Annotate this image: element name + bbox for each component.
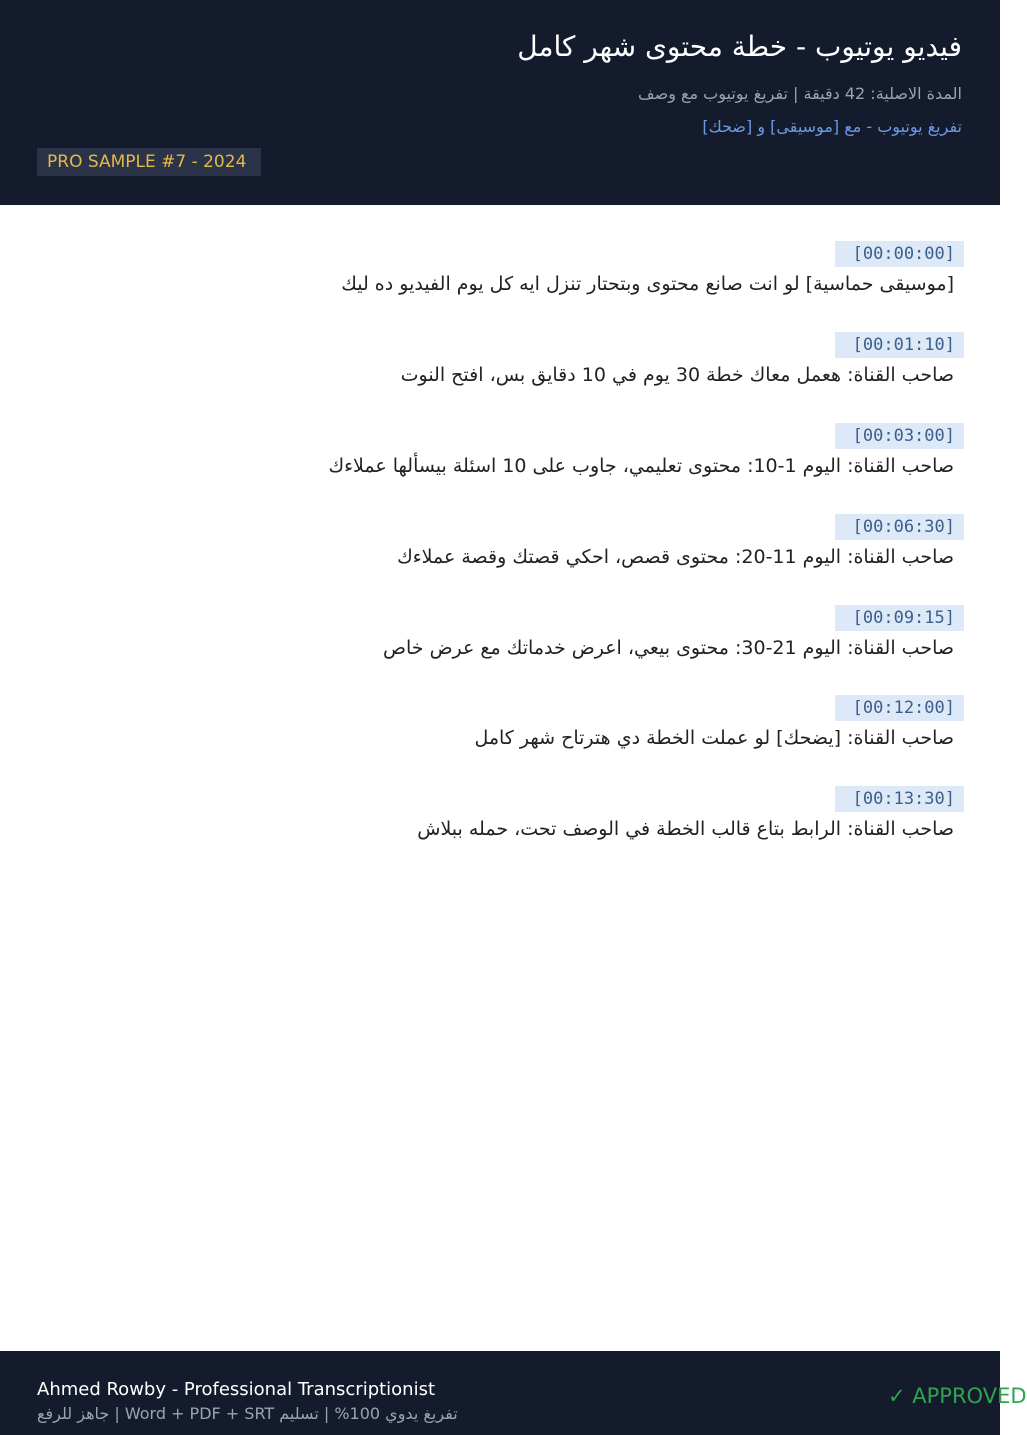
timestamp: [00:13:30] xyxy=(835,786,964,812)
document-format-note: تفريغ يوتيوب - مع [موسيقى] و [ضحك] xyxy=(702,117,962,136)
transcript-line: صاحب القناة: الرابط بتاع قالب الخطة في الوصف تحت، حمله ببلاش xyxy=(417,818,954,840)
timestamp: [00:09:15] xyxy=(835,605,964,631)
timestamp: [00:00:00] xyxy=(835,241,964,267)
document-footer xyxy=(0,1351,1027,1435)
transcript-entry xyxy=(64,241,964,321)
author-name: Ahmed Rowby - Professional Transcriptionist xyxy=(37,1379,436,1400)
transcript-entry xyxy=(64,423,964,503)
transcript-entry xyxy=(64,332,964,412)
timestamp: [00:12:00] xyxy=(835,695,964,721)
timestamp: [00:06:30] xyxy=(835,514,964,540)
sample-badge: PRO SAMPLE #7 - 2024 xyxy=(37,148,261,176)
transcript-line: صاحب القناة: اليوم 1-10: محتوى تعليمي، جاوب على 10 اسئلة بيسألها عملاءك xyxy=(328,455,954,477)
transcript-line: صاحب القناة: اليوم 21-30: محتوى بيعي، اعرض خدماتك مع عرض خاص xyxy=(383,637,954,659)
transcript-body xyxy=(0,205,1000,1351)
transcript-line: [موسيقى حماسية] لو انت صانع محتوى وبتحتار تنزل ايه كل يوم الفيديو ده ليك xyxy=(341,273,954,295)
transcript-line: صاحب القناة: [يضحك] لو عملت الخطة دي هترتاح شهر كامل xyxy=(474,727,954,749)
transcript-entry xyxy=(64,605,964,685)
transcript-line: صاحب القناة: هعمل معاك خطة 30 يوم في 10 دقايق بس، افتح النوت xyxy=(400,364,954,386)
transcript-entry xyxy=(64,786,964,866)
transcript-line: صاحب القناة: اليوم 11-20: محتوى قصص، احكي قصتك وقصة عملاءك xyxy=(397,546,954,568)
delivery-note: تفريغ يدوي 100% | تسليم Word + PDF + SRT | جاهز للرفع xyxy=(37,1404,458,1423)
transcript-entry xyxy=(64,514,964,594)
document-meta: المدة الاصلية: 42 دقيقة | تفريغ يوتيوب مع وصف xyxy=(638,84,962,103)
timestamp: [00:03:00] xyxy=(835,423,964,449)
approved-status: ✓ APPROVED xyxy=(888,1384,1027,1408)
document-header xyxy=(0,0,1000,205)
transcript-entry xyxy=(64,695,964,775)
timestamp: [00:01:10] xyxy=(835,332,964,358)
document-title: فيديو يوتيوب - خطة محتوى شهر كامل xyxy=(517,30,962,63)
